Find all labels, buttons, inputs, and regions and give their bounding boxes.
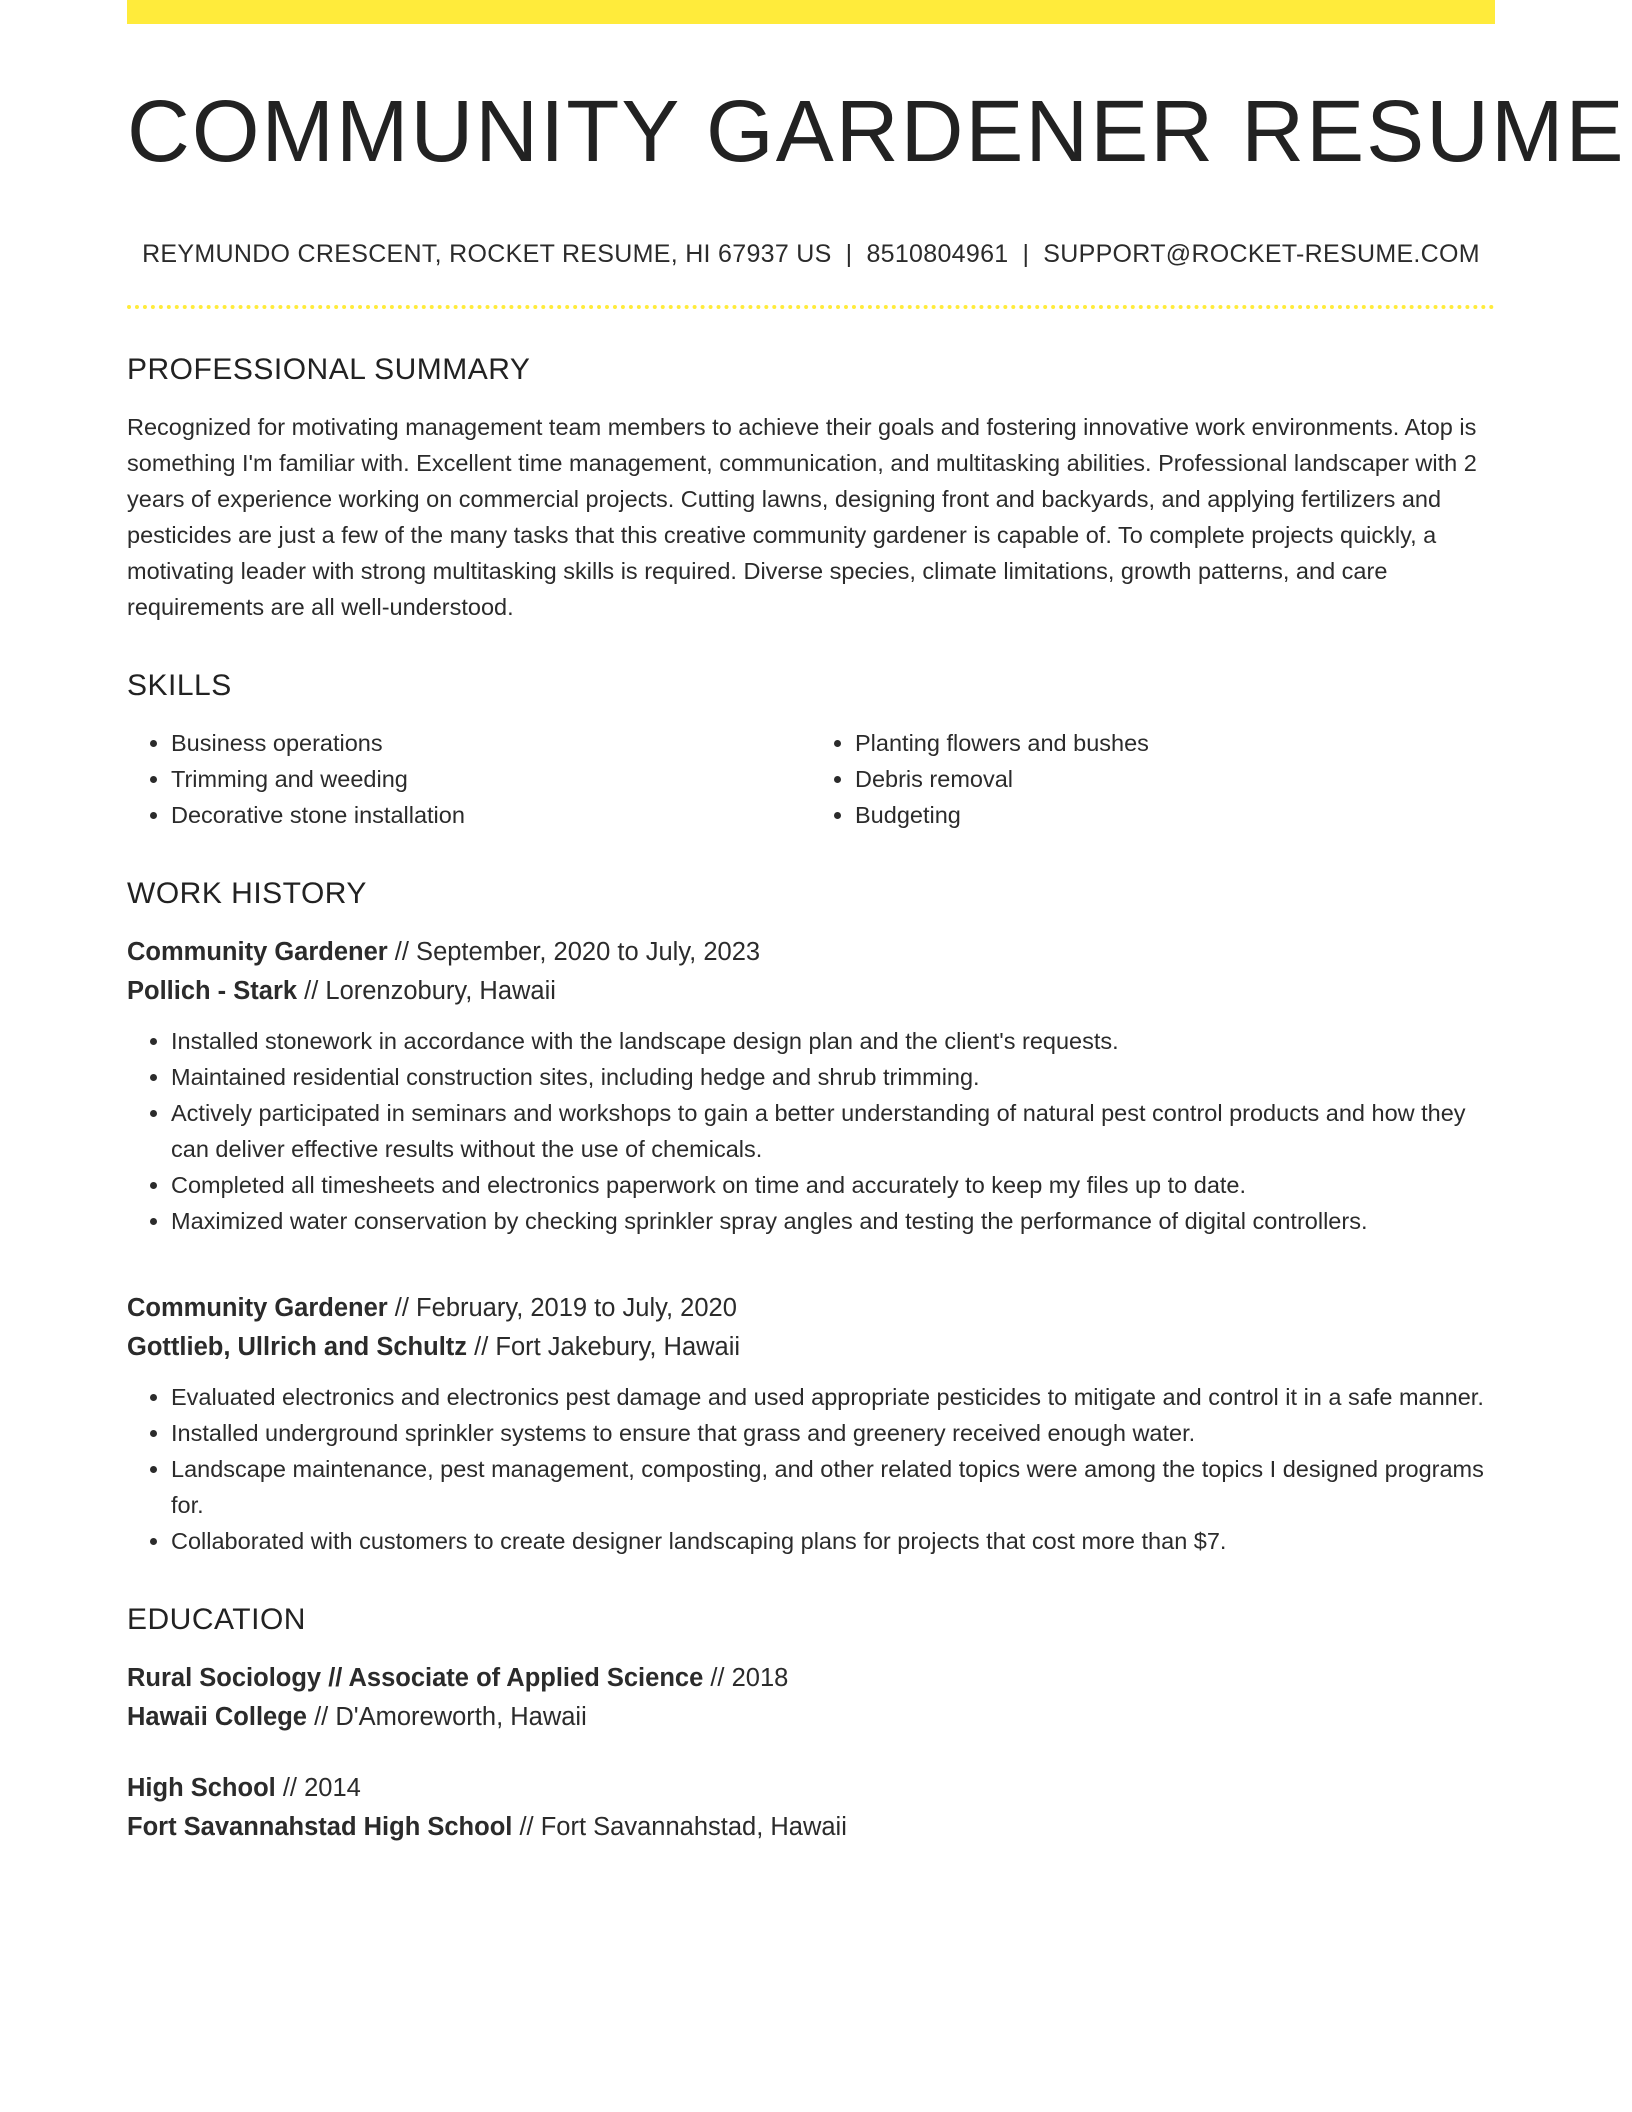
- education-degree: Rural Sociology // Associate of Applied Science: [127, 1664, 704, 1693]
- education-school-line: [127, 1808, 1495, 1847]
- skill-item: • Business operations: [171, 725, 811, 761]
- education-degree: High School: [127, 1774, 276, 1803]
- job-bullet: • Actively participated in seminars and workshops to gain a better understanding of natural pest control products and how they can deliver effective results without the use of chemicals.: [171, 1095, 1495, 1167]
- job-bullets: [127, 1023, 1495, 1239]
- contact-line: [127, 240, 1495, 269]
- dotted-divider: [127, 305, 1495, 309]
- job-title-line: [127, 933, 1495, 972]
- work-heading: WORK HISTORY: [127, 877, 367, 911]
- job-dates: // September, 2020 to July, 2023: [387, 938, 761, 967]
- spacer: [127, 1737, 1495, 1769]
- job-title: Community Gardener: [127, 938, 388, 967]
- job-company-line: [127, 972, 1495, 1011]
- job-bullet: • Installed underground sprinkler systems to ensure that grass and greenery received enough water.: [171, 1415, 1495, 1451]
- job-entry: [127, 1289, 1495, 1559]
- skills-heading: SKILLS: [127, 669, 232, 703]
- job-entry: [127, 933, 1495, 1239]
- job-bullet: • Evaluated electronics and electronics pest damage and used appropriate pesticides to mitigate and control it in a safe manner.: [171, 1379, 1495, 1415]
- skill-item: • Trimming and weeding: [171, 761, 811, 797]
- education-location: // Fort Savannahstad, Hawaii: [512, 1813, 847, 1842]
- contact-separator: |: [1022, 240, 1030, 269]
- job-company: Pollich - Stark: [127, 977, 298, 1006]
- contact-separator: |: [845, 240, 853, 269]
- job-bullet: • Collaborated with customers to create designer landscaping plans for projects that cost more than $7.: [171, 1523, 1495, 1559]
- skill-item: • Budgeting: [855, 797, 1495, 833]
- job-bullet: • Installed stonework in accordance with the landscape design plan and the client's requests.: [171, 1023, 1495, 1059]
- resume-title: COMMUNITY GARDENER RESUME: [127, 83, 1626, 180]
- spacer: [127, 1239, 1495, 1289]
- skills-list: [127, 725, 1495, 833]
- education-degree-line: [127, 1659, 1495, 1698]
- education-school: Hawaii College: [127, 1703, 307, 1732]
- job-company-line: [127, 1328, 1495, 1367]
- summary-text: Recognized for motivating management team members to achieve their goals and fostering innovative work environments. Atop is something I'm familiar with. Excellent time management, communication, and multitasking abilities. Professional landscaper with 2 years of experience working on commercial projects. Cutting lawns, designing front and backyards, and applying fertilizers and pesticides are just a few of the many tasks that this creative community gardener is capable of. To complete projects quickly, a motivating leader with strong multitasking skills is required. Diverse species, climate limitations, growth patterns, and care requirements are all well-understood.: [127, 414, 1477, 621]
- education-entry: [127, 1659, 1495, 1737]
- job-location: // Lorenzobury, Hawaii: [297, 977, 556, 1006]
- job-dates: // February, 2019 to July, 2020: [387, 1294, 737, 1323]
- education-heading: EDUCATION: [127, 1603, 306, 1637]
- job-bullet: • Maintained residential construction sites, including hedge and shrub trimming.: [171, 1059, 1495, 1095]
- job-company: Gottlieb, Ullrich and Schultz: [127, 1333, 468, 1362]
- education-school-line: [127, 1698, 1495, 1737]
- skills-column-left: [127, 725, 811, 833]
- job-bullet: • Maximized water conservation by checking sprinkler spray angles and testing the performance of digital controllers.: [171, 1203, 1495, 1239]
- contact-address: REYMUNDO CRESCENT, ROCKET RESUME, HI 67937 US: [142, 240, 832, 269]
- education-entry: [127, 1769, 1495, 1847]
- summary-heading: PROFESSIONAL SUMMARY: [127, 353, 531, 387]
- contact-email: SUPPORT@ROCKET-RESUME.COM: [1043, 240, 1480, 269]
- education-year: // 2014: [275, 1774, 361, 1803]
- job-location: // Fort Jakebury, Hawaii: [467, 1333, 741, 1362]
- contact-phone: 8510804961: [866, 240, 1009, 269]
- education-year: // 2018: [703, 1664, 789, 1693]
- education-location: // D'Amoreworth, Hawaii: [306, 1703, 587, 1732]
- resume-page: [127, 0, 1626, 1847]
- job-bullets: [127, 1379, 1495, 1559]
- skill-item: • Decorative stone installation: [171, 797, 811, 833]
- job-title: Community Gardener: [127, 1294, 388, 1323]
- skills-column-right: [811, 725, 1495, 833]
- job-bullet: • Landscape maintenance, pest management, composting, and other related topics were among the topics I designed programs for.: [171, 1451, 1495, 1523]
- job-bullet: • Completed all timesheets and electronics paperwork on time and accurately to keep my files up to date.: [171, 1167, 1495, 1203]
- skill-item: • Planting flowers and bushes: [855, 725, 1495, 761]
- accent-top-bar: [127, 0, 1495, 24]
- job-title-line: [127, 1289, 1495, 1328]
- education-degree-line: [127, 1769, 1495, 1808]
- education-school: Fort Savannahstad High School: [127, 1813, 513, 1842]
- skill-item: • Debris removal: [855, 761, 1495, 797]
